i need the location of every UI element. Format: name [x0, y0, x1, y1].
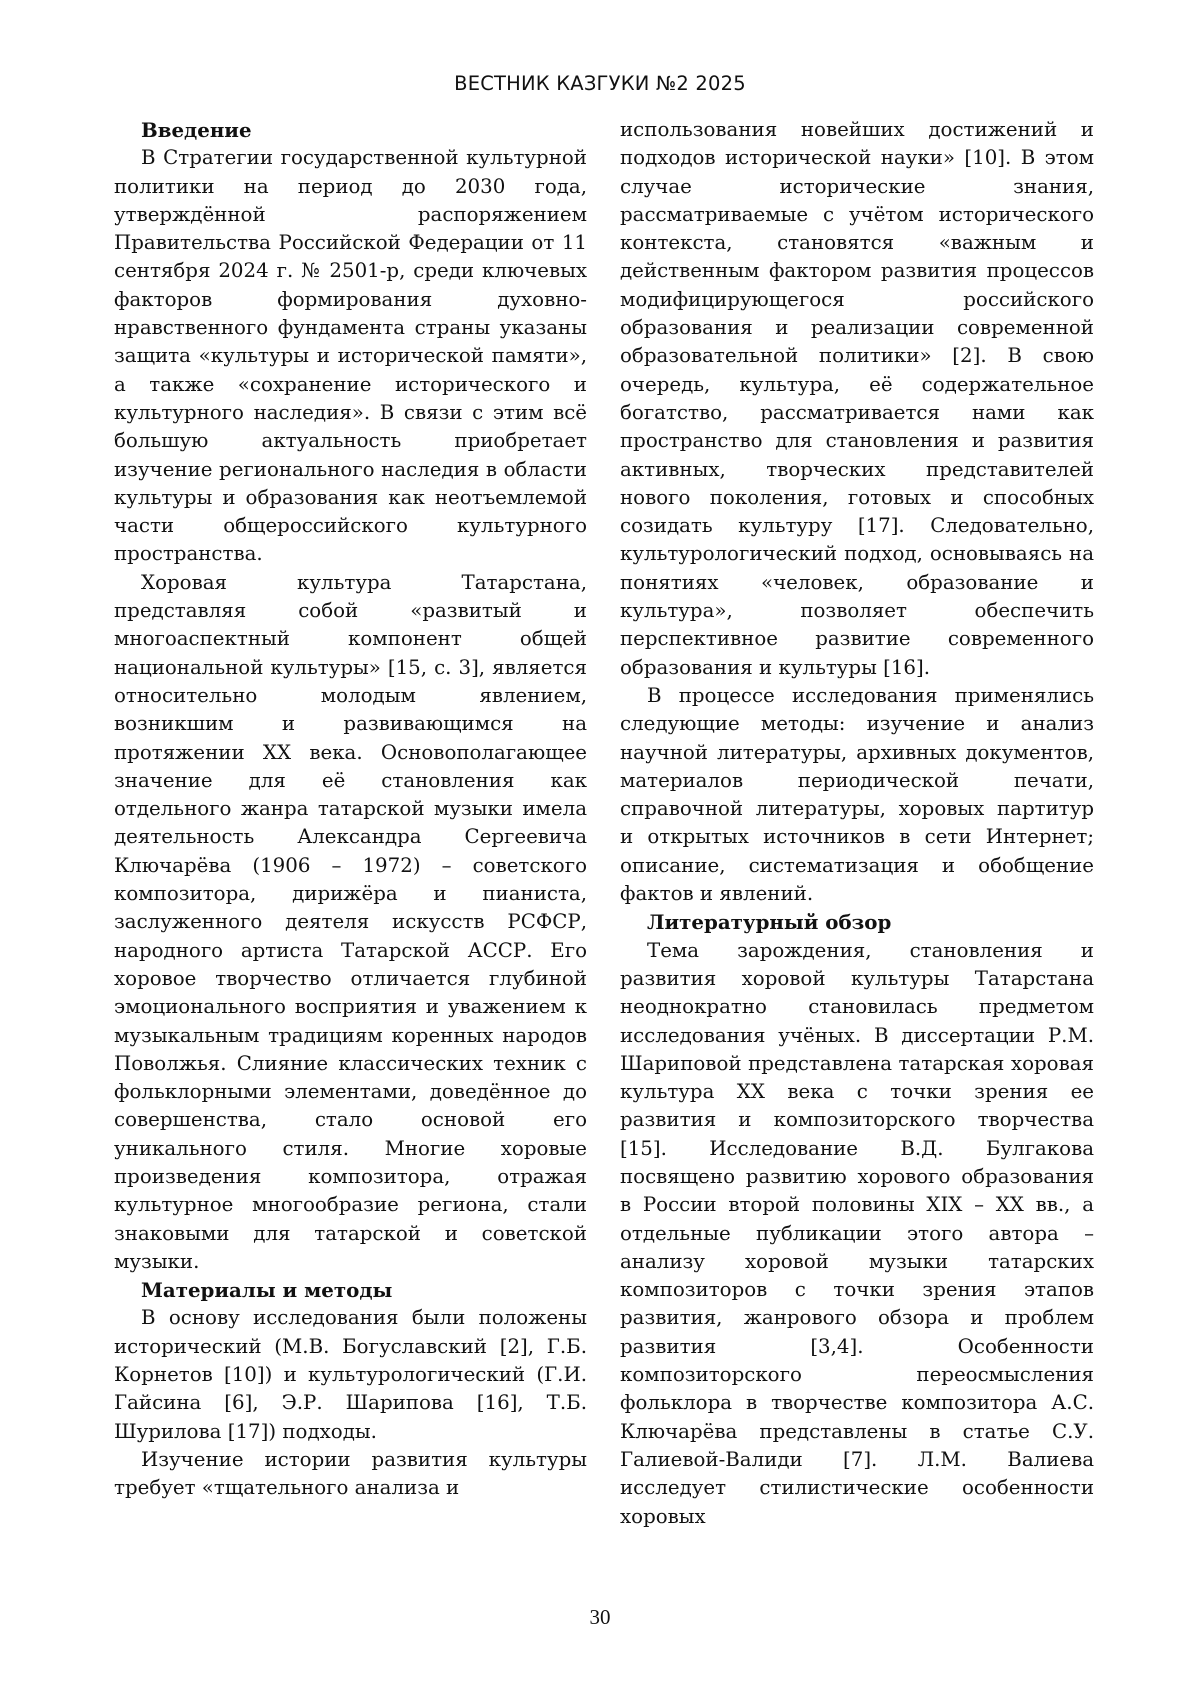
paragraph: В процессе исследования применялись следующие методы: изучение и анализ научной литературы, архивных документов, материалов периодической печати, справочной литературы, хоровых партитур и открытых источников в сети Интернет; описание, систематизация и обобщение фактов и явлений. [620, 683, 1094, 906]
section-heading-introduction: Введение [141, 118, 252, 142]
paragraph: Тема зарождения, становления и развития хоровой культуры Татарстана неоднократно становилась предметом исследования учёных. В диссертации Р.М. Шариповой представлена татарская хоровая культура XX века с точки зрения ее развития и композиторского творчества [15]. Исследование В.Д. Булгакова посвящено развитию хорового образования в России второй половины XIX – XX вв., а отдельные публикации этого автора – анализу хоровой музыки татарских композиторов с точки зрения этапов развития, жанрового обзора и проблем развития [3,4]. Особенности композиторского переосмысления фольклора в творчестве композитора А.С. Ключарёва представлены в статье С.У. Галиевой-Валиди [7]. Л.М. Валиева исследует стилистические особенности хоровых [620, 938, 1094, 1528]
paragraph: Изучение истории развития культуры требует «тщательного анализа и [114, 1447, 587, 1500]
page-number: 30 [589, 1605, 611, 1629]
running-title: ВЕСТНИК КАЗГУКИ №2 2025 [454, 72, 746, 95]
section-heading-literature-review: Литературный обзор [647, 910, 892, 935]
left-column [114, 116, 587, 1503]
paragraph: В основу исследования были положены исторический (М.В. Богуславский [2], Г.Б. Корнетов [10]) и культурологический (Г.И. Гайсина [6], Э.Р. Шарипова [16], Т.Б. Шурилова [17]) подходы. [114, 1306, 587, 1443]
paragraph-continuation: использования новейших достижений и подходов исторической науки» [10]. В этом случае исторические знания, рассматриваемые с учётом исторического контекста, становятся «важным и действенным фактором развития процессов модифицирующегося российского образования и реализации современной образовательной политики» [2]. В свою очередь, культура, её содержательное богатство, рассматривается нами как пространство для становления и развития активных, творческих представителей нового поколения, готовых и способных созидать культуру [17]. Следовательно, культурологический подход, основываясь на понятиях «человек, образование и культура», позволяет обеспечить перспективное развитие современного образования и культуры [16]. [620, 118, 1094, 679]
paragraph: В Стратегии государственной культурной политики на период до 2030 года, утверждённой распоряжением Правительства Российской Федерации от 11 сентября 2024 г. № 2501-р, среди ключевых факторов формирования духовно-нравственного фундамента страны указаны защита «культуры и исторической памяти», а также «сохранение исторического и культурного наследия». В связи с этим всё большую актуальность приобретает изучение регионального наследия в области культуры и образования как неотъемлемой части общероссийского культурного пространства. [114, 146, 587, 566]
right-column [620, 116, 1094, 1531]
paragraph: Хоровая культура Татарстана, представляя собой «развитый и многоаспектный компонент общей национальной культуры» [15, с. 3], является относительно молодым явлением, возникшим и развивающимся на протяжении XX века. Основополагающее значение для её становления как отдельного жанра татарской музыки имела деятельность Александра Сергеевича Ключарёва (1906 – 1972) – советского композитора, дирижёра и пианиста, заслуженного деятеля искусств РСФСР, народного артиста Татарской АССР. Его хоровое творчество отличается глубиной эмоционального восприятия и уважением к музыкальным традициям коренных народов Поволжья. Слияние классических техник с фольклорными элементами, доведённое до совершенства, стало основой его уникального стиля. Многие хоровые произведения композитора, отражая культурное многообразие региона, стали знаковыми для татарской и советской музыки. [114, 570, 587, 1273]
section-heading-methods: Материалы и методы [141, 1278, 393, 1303]
